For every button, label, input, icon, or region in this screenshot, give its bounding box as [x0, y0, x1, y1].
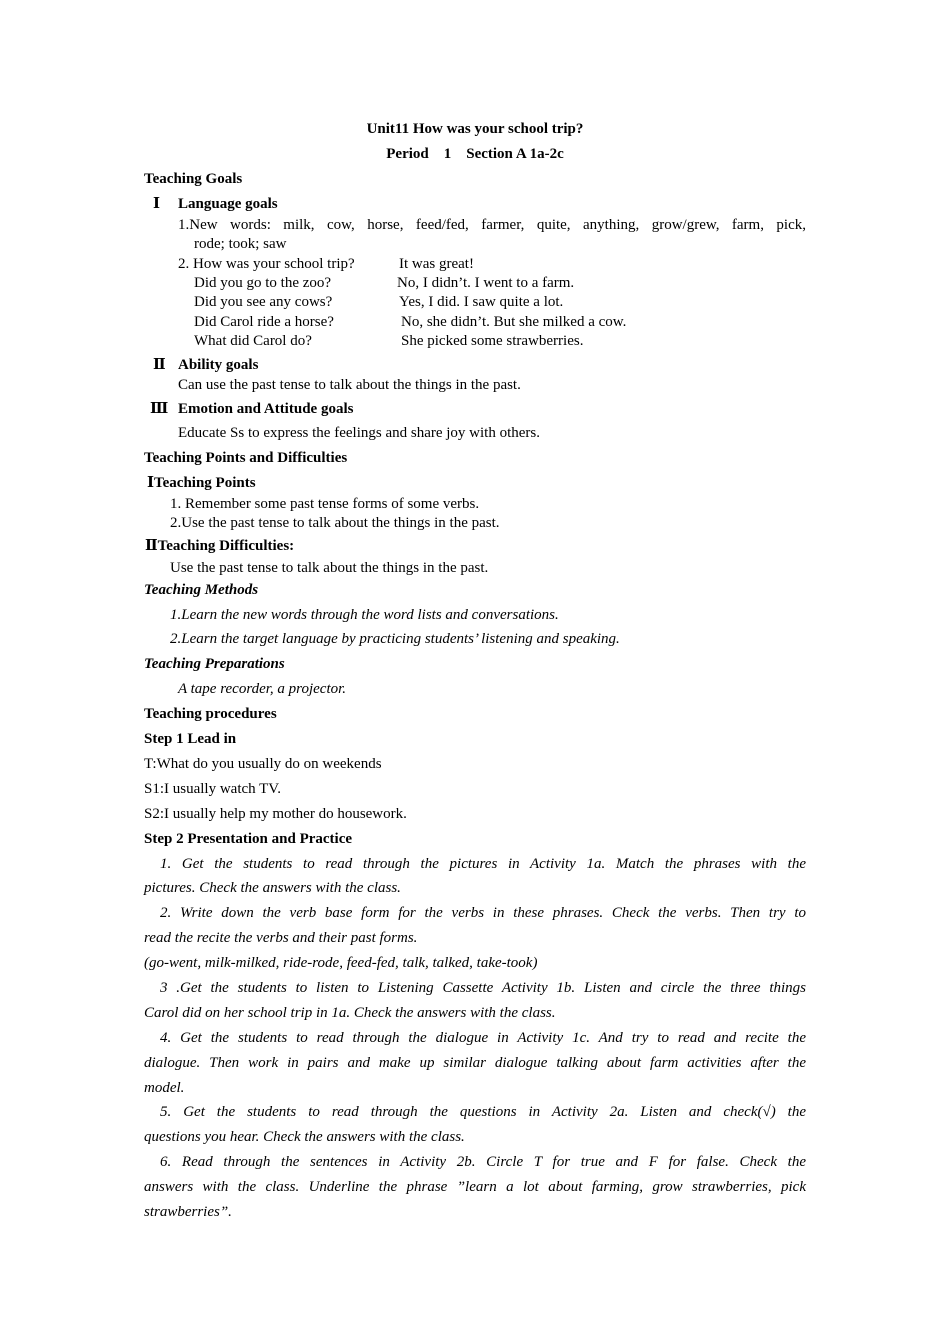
dialog-question-1: 2. How was your school trip?	[178, 256, 355, 272]
dialog-answer-2: No, I didn’t. I went to a farm.	[397, 275, 575, 291]
step2-item6-line2: answers with the class. Underline the phrase ”learn a lot about farming, grow strawberries, pick	[144, 1179, 806, 1195]
step2-item1-line2: pictures. Check the answers with the class.	[144, 880, 401, 896]
teaching-preparations-text: A tape recorder, a projector.	[178, 681, 347, 697]
emotion-goals-text: Educate Ss to express the feelings and share joy with others.	[178, 425, 540, 441]
step2-item1-line1: 1. Get the students to read through the pictures in Activity 1a. Match the phrases with the	[160, 856, 806, 872]
teaching-point-2: 2.Use the past tense to talk about the things in the past.	[170, 515, 500, 531]
teaching-method-1: 1.Learn the new words through the word lists and conversations.	[170, 607, 559, 623]
step2-item5-line2: questions you hear. Check the answers with the class.	[144, 1129, 465, 1145]
teaching-points-heading: Teaching Points and Difficulties	[144, 450, 348, 466]
step2-item3-line2: Carol did on her school trip in 1a. Check the answers with the class.	[144, 1005, 556, 1021]
teaching-difficulties-subheading: ⅡTeaching Difficulties:	[145, 538, 295, 554]
step2-heading: Step 2 Presentation and Practice	[144, 831, 353, 847]
step2-item2-line1: 2. Write down the verb base form for the verbs in these phrases. Check the verbs. Then try to	[160, 905, 806, 921]
step2-item4-line1: 4. Get the students to read through the dialogue in Activity 1c. And try to read and recite the	[160, 1030, 806, 1046]
step2-item2-line3: (go-went, milk-milked, ride-rode, feed-fed, talk, talked, take-took)	[144, 955, 538, 971]
teaching-procedures-heading: Teaching procedures	[144, 706, 277, 722]
dialog-answer-3: Yes, I did. I saw quite a lot.	[399, 294, 564, 310]
step1-student1-line: S1:I usually watch TV.	[144, 781, 281, 797]
document-subtitle: Period 1 Section A 1a-2c	[386, 146, 564, 162]
language-goals-heading: Language goals	[178, 196, 278, 212]
ability-goals-text: Can use the past tense to talk about the things in the past.	[178, 377, 521, 393]
ability-goals-heading: Ability goals	[178, 357, 259, 373]
new-words-line1: 1.New words: milk, cow, horse, feed/fed, farmer, quite, anything, grow/grew, farm, pick,	[178, 217, 806, 233]
language-goals-numeral: Ⅰ	[153, 196, 161, 212]
emotion-goals-numeral: Ⅲ	[150, 401, 169, 417]
step2-item6-line3: strawberries”.	[144, 1204, 232, 1220]
step2-item5-line1: 5. Get the students to read through the questions in Activity 2a. Listen and check(√) the	[160, 1104, 806, 1120]
dialog-question-2: Did you go to the zoo?	[194, 275, 332, 291]
document-title: Unit11 How was your school trip?	[366, 121, 584, 137]
dialog-answer-4: No, she didn’t. But she milked a cow.	[401, 314, 627, 330]
teaching-points-subheading: ⅠTeaching Points	[147, 475, 256, 491]
new-words-line2: rode; took; saw	[194, 236, 287, 252]
step1-heading: Step 1 Lead in	[144, 731, 237, 747]
step2-item4-line2: dialogue. Then work in pairs and make up similar dialogue talking about farm activities after the	[144, 1055, 806, 1071]
step1-student2-line: S2:I usually help my mother do housework.	[144, 806, 407, 822]
step1-teacher-line: T:What do you usually do on weekends	[144, 756, 382, 772]
teaching-method-2: 2.Learn the target language by practicing students’ listening and speaking.	[170, 631, 620, 647]
dialog-question-4: Did Carol ride a horse?	[194, 314, 334, 330]
emotion-goals-heading: Emotion and Attitude goals	[178, 401, 354, 417]
ability-goals-numeral: Ⅱ	[153, 357, 166, 373]
teaching-goals-heading: Teaching Goals	[144, 171, 243, 187]
dialog-question-5: What did Carol do?	[194, 333, 312, 349]
step2-item6-line1: 6. Read through the sentences in Activity 2b. Circle T for true and F for false. Check the	[160, 1154, 806, 1170]
step2-item4-line3: model.	[144, 1080, 185, 1096]
dialog-answer-5: She picked some strawberries.	[401, 333, 584, 349]
step2-item2-line2: read the recite the verbs and their past forms.	[144, 930, 418, 946]
step2-item3-line1: 3 .Get the students to listen to Listening Cassette Activity 1b. Listen and circle the three things	[160, 980, 806, 996]
dialog-answer-1: It was great!	[399, 256, 474, 272]
teaching-preparations-heading: Teaching Preparations	[144, 656, 285, 672]
dialog-question-3: Did you see any cows?	[194, 294, 333, 310]
teaching-point-1: 1. Remember some past tense forms of some verbs.	[170, 496, 480, 512]
teaching-difficulties-text: Use the past tense to talk about the things in the past.	[170, 560, 489, 576]
teaching-methods-heading: Teaching Methods	[144, 582, 259, 598]
